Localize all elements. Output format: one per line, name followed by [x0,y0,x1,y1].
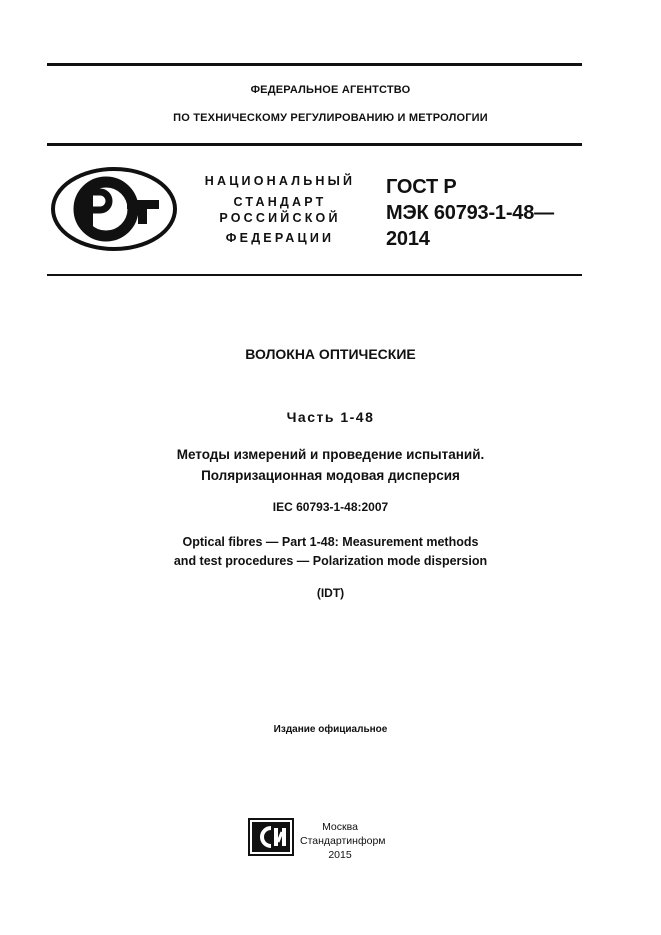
std-label-line-1: НАЦИОНАЛЬНЫЙ [204,174,356,188]
std-label-line-3: РОССИЙСКОЙ [219,211,341,225]
designation-line-2: МЭК 60793-1-48— [386,202,554,224]
mid-rule [47,143,582,146]
publisher-name: Стандартинформ [300,835,386,847]
publication-year: 2015 [328,849,352,861]
standartinform-logo-icon [248,818,294,856]
rst-logo [50,166,178,252]
agency-line-1: ФЕДЕРАЛЬНОЕ АГЕНТСТВО [250,84,411,96]
part-number: Часть 1-48 [286,409,375,425]
designation-line-1: ГОСТ Р [386,176,457,198]
subtitle-ru-line-1: Методы измерений и проведение испытаний. [176,447,485,462]
document-title: ВОЛОКНА ОПТИЧЕСКИЕ [245,346,416,362]
standartinform-logo [248,818,294,856]
std-label-line-4: ФЕДЕРАЦИИ [225,231,335,245]
top-rule [47,63,582,66]
subtitle-ru-line-2: Поляризационная модовая дисперсия [201,468,460,483]
rst-logo-icon [50,166,178,252]
designation-line-3: 2014 [386,228,430,250]
standard-designation [386,174,554,252]
publisher-city: Москва [322,821,358,833]
std-label-line-2: СТАНДАРТ [233,195,327,209]
iec-reference: IEC 60793-1-48:2007 [272,500,389,514]
idt-marker: (IDT) [316,586,345,600]
subtitle-en-line-2: and test procedures — Polarization mode dispersion [173,554,488,568]
lower-rule [47,274,582,276]
official-edition: Издание официальное [273,724,388,735]
agency-line-2: ПО ТЕХНИЧЕСКОМУ РЕГУЛИРОВАНИЮ И МЕТРОЛОГИИ [173,112,488,124]
subtitle-en-line-1: Optical fibres — Part 1-48: Measurement methods [182,535,479,549]
